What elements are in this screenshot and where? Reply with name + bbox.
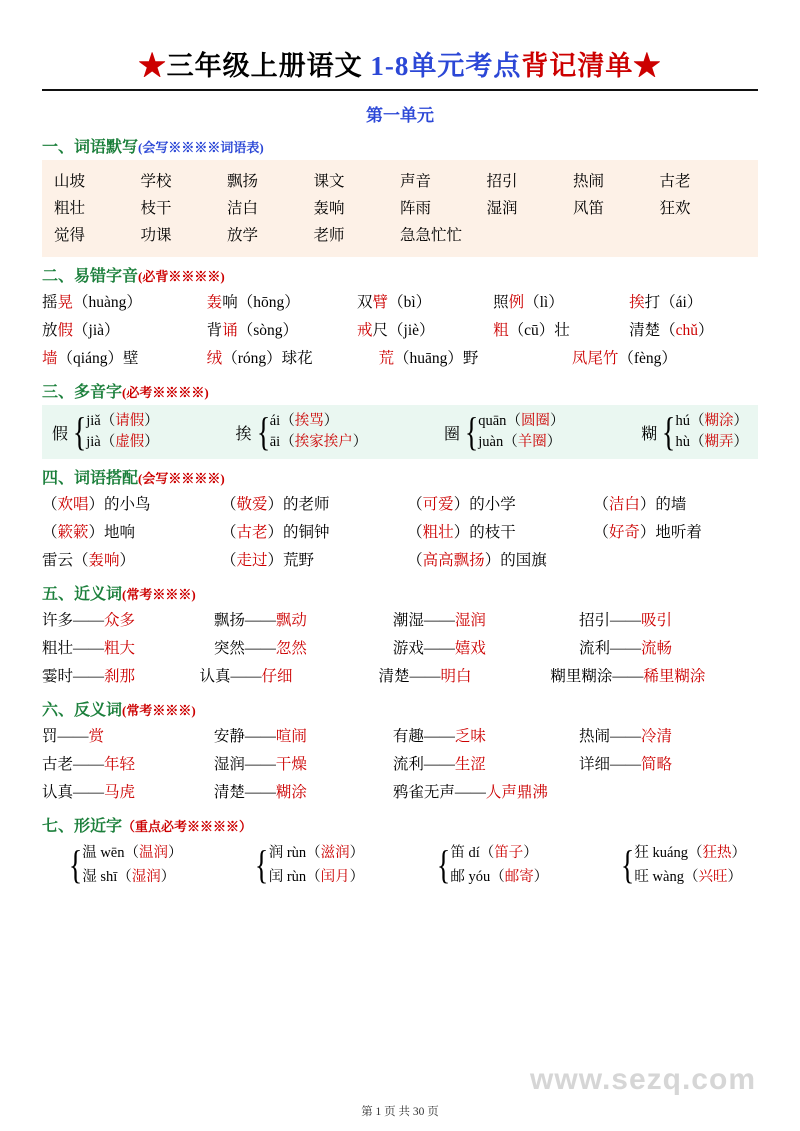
pron-tail: （fèng） [618,350,677,367]
section-1-name: 词语默写 [74,139,139,156]
word-cell: 招引 [486,173,518,190]
word-cell: 放学 [227,227,259,244]
pron-key: 轰 [206,294,223,311]
table-row: 粗壮——粗大 突然——忽然 游戏——嬉戏 流利——流畅 [42,640,673,657]
similar-character-item: { 温 wēn（温润） 湿 shī（湿润） [68,842,183,887]
word-cell: 功课 [140,227,172,244]
table-row [54,168,746,195]
collocation-key: 粗壮 [422,524,454,541]
table-row [42,547,758,575]
title-part1: 三年级上册语文 [166,51,363,81]
pinyin: hú [675,413,690,429]
collocation-list [42,491,758,575]
section-5-name: 近义词 [74,586,123,603]
word-cell: 轰响 [313,200,345,217]
synonym-a: 飘扬 [213,612,245,629]
antonym-b: 干燥 [275,756,307,773]
polyphone-word: 糊涂 [704,413,734,429]
antonym-b: 冷清 [641,728,673,745]
polyphone-word: 挨骂 [294,413,324,429]
pron-key: 戒 [357,322,373,339]
word-cell: 粗壮 [54,200,86,217]
polyphone-word: 糊弄 [704,434,734,450]
collocation-pre: （ [593,524,609,541]
antonym-a: 安静 [213,728,245,745]
title-star-left: ★ [138,51,167,81]
collocation-key: 欢唱 [57,496,89,513]
collocation-pre: （ [407,496,423,513]
table-row [42,317,758,345]
section-1-number: 一、 [42,139,75,156]
brace-icon: { [255,842,269,887]
pron-tail: （huàng） [73,294,142,311]
section-7-tag: （重点必考※※※※） [122,819,253,834]
synonym-a: 许多 [42,612,74,629]
table-row [42,345,758,373]
collocation-post: ）的铜钟 [267,524,330,541]
pinyin: jiǎ [86,413,101,429]
watermark: www.sezq.com [530,1063,756,1096]
table-row [42,289,758,317]
collocation-post: ）的小鸟 [88,496,151,513]
collocation-post: ）的枝干 [453,524,516,541]
pron-key: chǔ [675,322,698,339]
word: 滋润 [320,845,350,861]
table-row: 霎时——刹那 认真——仔细 清楚——明白 糊里糊涂——稀里糊涂 [42,668,706,685]
pron-key: 诵 [222,322,238,339]
brace-icon: { [464,409,479,454]
table-row: 古老——年轻 湿润——干燥 流利——生涩 详细——简略 [42,756,673,773]
pron-tail: 打（ái） [644,294,703,311]
char: 旺 [634,869,649,885]
pinyin: hù [675,434,690,450]
pron-tail: （bì） [388,294,432,311]
char: 温 [82,845,97,861]
pron-key: 荒 [378,350,395,367]
word: 狂热 [702,845,732,861]
synonym-a: 潮湿 [392,612,424,629]
polyphone-char: 挨 [235,425,252,443]
pron-base: 摇 [42,294,58,311]
title-divider [42,89,758,91]
collocation-pre: （ [221,552,237,569]
section-heading-7 [42,813,758,836]
collocation-post: ）地听着 [639,524,702,541]
unit-title: 第一单元 [366,106,434,125]
section-3-tag: (必考※※※※) [122,385,209,400]
collocation-pre: （ [407,552,423,569]
collocation-post: ）地响 [88,524,136,541]
antonym-b: 马虎 [104,784,136,801]
collocation-pre: （ [221,524,237,541]
pron-tail: （lì） [524,294,564,311]
pron-tail: 尺（jiè） [372,322,435,339]
section-2-tag: (必背※※※※) [138,269,225,284]
polyphone-item: 糊 { hú（糊涂） hù（糊弄） [641,409,748,454]
similar-character-item: { 润 rùn（滋润） 闰 rùn（闰月） [255,842,365,887]
polyphone-item: 圈 { quān（圆圈） juàn（羊圈） [444,409,565,454]
word-cell: 飘扬 [227,173,259,190]
collocation-pre: （ [407,524,423,541]
pinyin: āi [269,434,281,450]
pron-key: 例 [508,294,525,311]
synonym-a: 清楚 [378,668,410,685]
synonym-b: 刹那 [104,668,136,685]
antonym-b: 糊涂 [275,784,307,801]
collocation-key: 好奇 [608,524,640,541]
polyphone-char: 假 [52,425,69,443]
title-part2: 1-8 [370,51,410,81]
title-part4: 背记清单 [521,51,634,81]
table-row [42,491,758,519]
synonym-a: 糊里糊涂 [550,668,613,685]
word-cell: 阵雨 [400,200,432,217]
section-6-tag: (常考※※※) [122,703,196,718]
antonym-a: 清楚 [213,784,245,801]
char: 笛 [450,845,465,861]
collocation-post: ）的墙 [639,496,687,513]
brace-icon: { [662,409,676,454]
section-4-number: 四、 [42,470,75,487]
antonym-b: 年轻 [104,756,136,773]
polyphone-word: 圆圈 [520,413,550,429]
collocation-post: ）的小学 [453,496,516,513]
word: 闰月 [320,869,350,885]
pron-tail: （qiáng）壁 [57,350,139,367]
synonym-b: 明白 [440,668,472,685]
pron-key: 凤尾竹 [571,350,619,367]
collocation-key: 古老 [236,524,268,541]
synonym-b: 粗大 [104,640,136,657]
antonym-a: 认真 [42,784,74,801]
word-cell: 湿润 [486,200,518,217]
section-6-name: 反义词 [74,702,123,719]
pron-tail: ） [698,322,714,339]
synonym-b: 流畅 [641,640,673,657]
brace-icon: { [256,409,270,454]
title-part3: 单元考点 [409,51,522,81]
pron-base: 双 [357,294,373,311]
polyphone-item: 假 { jiǎ（请假） jià（虚假） [52,409,159,454]
antonym-a: 湿润 [213,756,245,773]
word-cell: 学校 [140,173,172,190]
antonym-b: 喧闹 [275,728,307,745]
word-cell: 老师 [313,227,345,244]
antonym-a: 详细 [578,756,610,773]
collocation-pre: （ [221,496,237,513]
table-row: 许多——众多 飘扬——飘动 潮湿——湿润 招引——吸引 [42,612,673,629]
collocation-key: 簌簌 [57,524,89,541]
collocation-post: ） [119,552,136,569]
synonym-a: 流利 [578,640,610,657]
brace-icon: { [621,842,635,887]
pron-key: 晃 [57,294,74,311]
similar-character-list [42,839,758,889]
char: 润 [268,845,284,861]
section-heading-2 [42,263,758,286]
polyphone-word: 羊圈 [517,434,547,450]
antonym-a: 有趣 [392,728,424,745]
pron-base: 照 [493,294,509,311]
section-2-name: 易错字音 [74,268,139,285]
section-heading-1 [42,134,758,157]
antonym-a: 罚 [42,728,58,745]
collocation-pre: （ [593,496,609,513]
pinyin: wàng [652,869,684,885]
pron-tail: （róng）球花 [222,350,313,367]
brace-icon: { [437,842,451,887]
synonym-b: 吸引 [641,612,673,629]
antonym-a: 鸦雀无声 [392,784,455,801]
word: 邮寄 [504,869,534,885]
char: 邮 [450,869,465,885]
char: 狂 [634,845,649,861]
section-3-name: 多音字 [74,384,123,401]
collocation-key: 敬爱 [236,496,268,513]
synonym-list [42,607,758,691]
synonym-a: 游戏 [392,640,424,657]
pron-key: 墙 [42,350,58,367]
pron-tail: （huāng）野 [394,350,479,367]
table-row [42,519,758,547]
pron-key: 粗 [493,322,509,339]
section-heading-6 [42,697,758,720]
polyphone-box [42,405,758,459]
collocation-key: 洁白 [608,496,640,513]
similar-character-item: { 狂 kuáng（狂热） 旺 wàng（兴旺） [621,842,746,887]
pron-tail: （sòng） [237,322,298,339]
brace-icon: { [72,409,87,454]
word-cell: 觉得 [54,227,86,244]
antonym-b: 赏 [88,728,105,745]
section-7-name: 形近字 [74,818,123,835]
collocation-pre: 雷云（ [42,552,89,569]
pron-key: 挨 [629,294,645,311]
word-cell: 洁白 [227,200,259,217]
section-1-tag: (会写※※※※词语表) [138,140,264,155]
collocation-pre: （ [42,524,58,541]
synonym-a: 突然 [213,640,245,657]
word-cell: 风笛 [573,200,605,217]
page-title [42,44,758,83]
pron-tail: （cū）壮 [508,322,570,339]
pron-base: 清楚（ [629,322,676,339]
pron-base: 背 [206,322,223,339]
pinyin: ái [269,413,281,429]
polyphone-word: 虚假 [115,434,145,450]
collocation-post: ）的老师 [267,496,330,513]
word-cell: 古老 [659,173,691,190]
pinyin: yóu [468,869,491,885]
pinyin: jià [86,434,101,450]
word-cell: 急急忙忙 [400,227,463,244]
word-dictation-box [42,160,758,257]
collocation-pre: （ [42,496,58,513]
antonym-a: 流利 [392,756,424,773]
pron-tail: 响（hōng） [222,294,300,311]
collocation-post: ）荒野 [267,552,315,569]
polyphone-char: 圈 [444,425,461,443]
title-star-right: ★ [633,51,662,81]
synonym-a: 粗壮 [42,640,74,657]
section-7-number: 七、 [42,818,75,835]
polyphone-char: 糊 [641,425,658,443]
table-row [54,222,746,249]
collocation-key: 走过 [236,552,268,569]
synonym-a: 霎时 [42,668,74,685]
word-cell: 枝干 [140,200,172,217]
antonym-list [42,723,758,807]
word-cell: 课文 [313,173,345,190]
synonym-b: 稀里糊涂 [643,668,706,685]
similar-character-item: { 笛 dí（笛子） 邮 yóu（邮寄） [437,842,549,887]
section-2-number: 二、 [42,268,75,285]
synonym-b: 仔细 [261,668,293,685]
section-6-number: 六、 [42,702,75,719]
word: 笛子 [494,845,524,861]
synonym-b: 湿润 [454,612,486,629]
synonym-b: 众多 [104,612,136,629]
table-row: 罚——赏 安静——喧闹 有趣——乏味 热闹——冷清 [42,728,673,745]
synonym-b: 飘动 [275,612,307,629]
collocation-post: ）的国旗 [484,552,547,569]
word-cell: 狂欢 [659,200,691,217]
word-cell: 声音 [400,173,432,190]
antonym-b: 简略 [641,756,673,773]
word-cell: 山坡 [54,173,86,190]
pron-key: 绒 [206,350,223,367]
section-3-number: 三、 [42,384,75,401]
pinyin: dí [468,845,480,861]
collocation-key: 可爱 [422,496,454,513]
brace-icon: { [68,842,83,887]
pron-key: 臂 [372,294,389,311]
pinyin: juàn [478,434,504,450]
page-footer: 第 1 页 共 30 页 [361,1106,439,1118]
pinyin: shī [100,869,118,885]
synonym-a: 认真 [199,668,231,685]
pinyin: rùn [286,869,307,885]
word: 湿润 [131,869,161,885]
polyphone-item: 挨 { ái（挨骂） āi（挨家挨户） [235,409,368,454]
section-heading-3 [42,379,758,402]
antonym-a: 古老 [42,756,74,773]
synonym-b: 忽然 [275,640,307,657]
section-5-tag: (常考※※※) [122,587,196,602]
pinyin: kuáng [652,845,688,861]
polyphone-word: 挨家挨户 [294,434,353,450]
pronunciation-list [42,289,758,373]
pron-tail: （jià） [73,322,120,339]
collocation-key: 轰响 [88,552,120,569]
antonym-b: 生涩 [454,756,486,773]
synonym-b: 嬉戏 [454,640,486,657]
section-4-name: 词语搭配 [74,470,139,487]
collocation-key: 高高飘扬 [422,552,485,569]
table-row: 认真——马虎 清楚——糊涂 鸦雀无声——人声鼎沸 [42,784,548,801]
table-row [54,195,746,222]
antonym-a: 热闹 [578,728,610,745]
antonym-b: 乏味 [454,728,486,745]
pron-base: 放 [42,322,58,339]
section-heading-4 [42,465,758,488]
section-5-number: 五、 [42,586,75,603]
char: 闰 [268,869,284,885]
pinyin: quān [478,413,507,429]
pinyin: rùn [286,845,307,861]
word: 兴旺 [698,869,728,885]
section-4-tag: (会写※※※※) [138,471,225,486]
synonym-a: 招引 [578,612,610,629]
antonym-b: 人声鼎沸 [485,784,548,801]
section-heading-5 [42,581,758,604]
char: 湿 [82,869,97,885]
pinyin: wēn [100,845,125,861]
word-cell: 热闹 [573,173,605,190]
pron-key: 假 [57,322,74,339]
word: 温润 [139,845,168,861]
polyphone-word: 请假 [115,413,145,429]
